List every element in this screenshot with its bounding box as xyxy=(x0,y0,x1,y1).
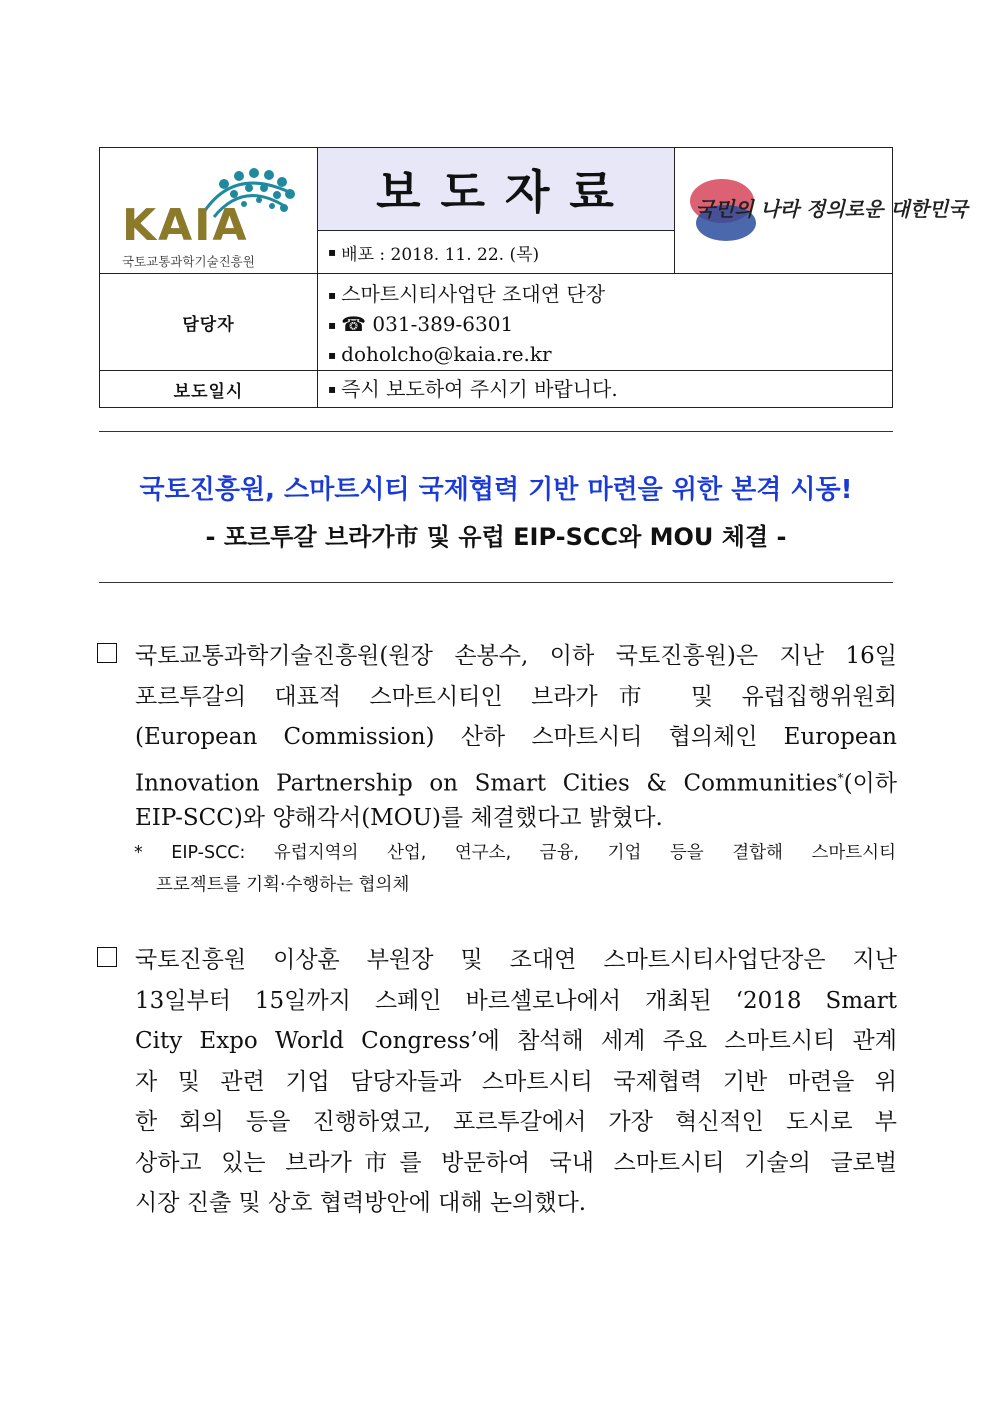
org-name: 국토교통과학기술진흥원 xyxy=(122,254,255,269)
doc-title-cell xyxy=(317,147,675,231)
bullet-icon: ▪ xyxy=(328,382,337,396)
checkbox-square-icon xyxy=(97,947,117,967)
contact-cell xyxy=(317,273,893,371)
line-tail: (이하 xyxy=(843,770,897,797)
contact-line xyxy=(328,310,892,340)
checkbox-square-icon xyxy=(97,643,117,663)
contact-line xyxy=(328,280,892,310)
contact-email[interactable]: doholcho@kaia.re.kr xyxy=(341,342,552,366)
paragraph-line: 포르투갈의 대표적 스마트시티인 브라가市 및 유럽집행위원회 xyxy=(135,683,897,710)
logo-wordmark: KAIA xyxy=(122,200,249,251)
release-note: 즉시 보도하여 주시기 바랍니다. xyxy=(341,376,618,401)
paragraph-line: 상하고 있는 브라가市를 방문하여 국내 스마트시티 기술의 글로벌 xyxy=(135,1149,897,1176)
footnote-line: * EIP-SCC: 유럽지역의 산업, 연구소, 금융, 기업 등을 결합해 스마트시티 xyxy=(134,843,896,863)
paragraph-2 xyxy=(97,940,897,1224)
paragraph-line: 한 회의 등을 진행하였고, 포르투갈에서 가장 혁신적인 도시로 부 xyxy=(135,1109,897,1135)
footnote-line: 프로젝트를 기획·수행하는 협의체 xyxy=(156,875,410,895)
paragraph-line: City Expo World Congress’에 참석해 세계 주요 스마트시티 관계 xyxy=(135,1028,897,1054)
footnote xyxy=(134,837,896,901)
contact-team: 스마트시티사업단 조대연 단장 xyxy=(341,282,606,306)
bullet-icon: ▪ xyxy=(328,288,337,302)
headline-subtitle: - 포르투갈 브라가市 및 유럽 EIP-SCC와 MOU 체결 - xyxy=(205,523,787,551)
contact-label: 담당자 xyxy=(182,314,235,335)
paragraph-line xyxy=(135,758,897,799)
kaia-logo xyxy=(114,162,304,269)
paragraph-1 xyxy=(97,636,897,839)
bullet-icon: ▪ xyxy=(328,348,337,362)
paragraph-line: (European Commission) 산하 스마트시티 협의체인 European xyxy=(135,724,897,750)
bullet-icon: ▪ xyxy=(328,245,337,259)
divider xyxy=(99,431,893,432)
release-label-cell xyxy=(99,370,318,408)
release-label: 보도일시 xyxy=(173,381,244,402)
paragraph-line: 국토진흥원 이상훈 부원장 및 조대연 스마트시티사업단장은 지난 xyxy=(135,947,897,973)
release-date: 배포 : 2018. 11. 22. (목) xyxy=(341,244,540,265)
paragraph-line: 시장 진출 및 상호 협력방안에 대해 논의했다. xyxy=(135,1190,587,1216)
paragraph-line: EIP-SCC)와 양해각서(MOU)를 체결했다고 밝혔다. xyxy=(135,805,663,831)
paragraph-line: 국토교통과학기술진흥원(원장 손봉수, 이하 국토진흥원)은 지난 16일 xyxy=(135,643,897,669)
release-date-cell xyxy=(317,230,675,274)
slogan-logo xyxy=(684,171,968,251)
header-table xyxy=(99,147,968,408)
slogan-cell xyxy=(674,147,968,274)
bullet-icon: ▪ xyxy=(328,318,337,332)
slogan: 국민의 나라 정의로운 대한민국 xyxy=(695,196,968,221)
headline-title: 국토진흥원, 스마트시티 국제협력 기반 마련을 위한 본격 시동! xyxy=(139,475,853,505)
doc-title: 보도자료 xyxy=(376,165,634,219)
contact-phone: ☎ 031-389-6301 xyxy=(341,312,514,336)
divider xyxy=(99,582,893,583)
contact-line xyxy=(328,340,892,370)
release-note-cell xyxy=(317,370,893,408)
footnote-mark: * xyxy=(837,770,844,785)
line-text: Innovation Partnership on Smart Cities & Communities xyxy=(135,770,838,797)
paragraph-line: 자 및 관련 기업 담당자들과 스마트시티 국제협력 기반 마련을 위 xyxy=(135,1068,897,1095)
contact-label-cell xyxy=(99,273,318,371)
paragraph-line: 13일부터 15일까지 스페인 바르셀로나에서 개최된 ‘2018 Smart xyxy=(135,987,897,1014)
org-logo-cell xyxy=(99,147,318,274)
